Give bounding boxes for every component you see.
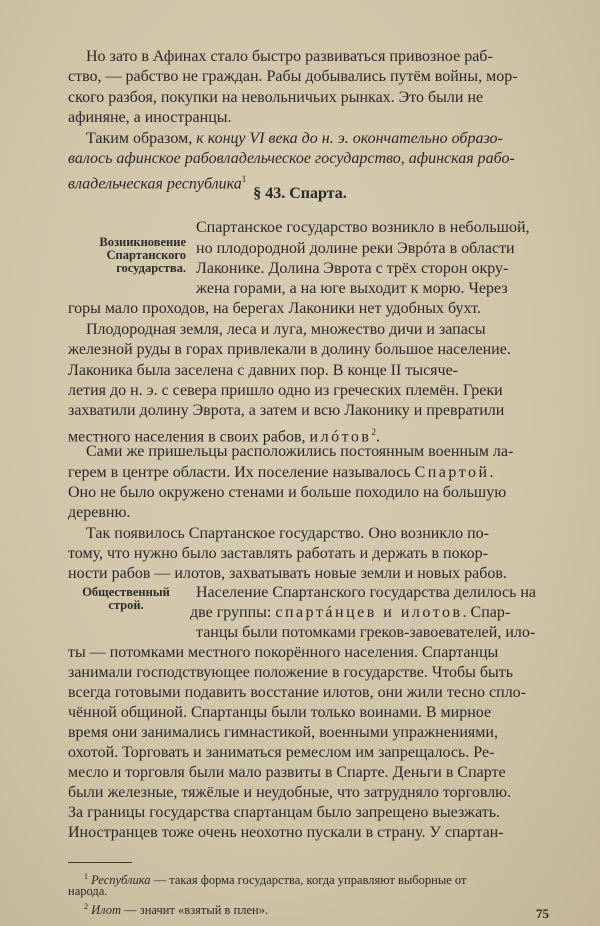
margin-note	[70, 236, 186, 275]
italic-run: к концу VI века до н. э. окончательно образо-	[196, 130, 503, 147]
text-line: ство, — рабство не граждан. Рабы добывались путём войны, мор-	[68, 68, 518, 85]
text-line: Сами же пришельцы расположились постоянным военным ла-	[86, 443, 514, 460]
text-line	[68, 464, 496, 482]
spaced-term: Спартой.	[414, 464, 497, 481]
text-line: Но зато в Афинах стало быстро развиваться привозное раб-	[86, 48, 493, 65]
text-run: герем в центре области. Их поселение называлось	[68, 464, 411, 481]
text-line: ты — потомками местного покорённого населения. Спартанцы	[68, 644, 499, 661]
margin-note-line: строй.	[108, 598, 144, 612]
text-run: Таким образом,	[86, 130, 197, 147]
footnote-number: 2	[84, 902, 88, 911]
margin-note-line: Спартанского	[106, 248, 186, 262]
text-line: но плодородной долине реки Эврóта в области	[196, 240, 515, 257]
footnote-term: Илот	[91, 903, 122, 918]
text-line: чённой общиной. Спартанцы были только воинами. В мирное	[68, 704, 492, 721]
text-line: Лаконика была заселена с давних пор. В конце II тысяче-	[68, 362, 458, 379]
text-line: Иностранцев тоже очень неохотно пускали в страну. У спартан-	[68, 824, 504, 841]
text-line: Лаконике. Долина Эврота с трёх сторон окру-	[196, 260, 509, 277]
text-line: захватили долину Эврота, а затем и всю Лаконику и превратили	[68, 402, 505, 419]
text-run: местного населения в своих рабов,	[68, 428, 310, 446]
text-line: танцы были потомками греков-завоевателей, ило-	[196, 624, 536, 641]
italic-run: владельческая республика	[68, 175, 242, 193]
text-line: всегда готовыми подавить восстание илотов, они жили тесно спло-	[68, 684, 526, 701]
text-line: Население Спартанского государства делилось на	[196, 584, 537, 601]
text-line: месло и торговля были мало развиты в Спарте. Деньги в Спарте	[68, 764, 506, 781]
footnote-1-cont: народа.	[68, 884, 108, 898]
footnote-term: Республика	[91, 873, 151, 888]
text-line: были железные, тяжёлые и неудобные, что затрудняло торговлю.	[68, 784, 512, 801]
text-line: занимали господствующее положение в государстве. Чтобы быть	[68, 664, 514, 681]
text-line: Спартанское государство возникло в небольшой,	[196, 219, 530, 236]
margin-note	[70, 586, 182, 612]
margin-note-line: государства.	[116, 261, 186, 275]
text-line: валось афинское рабовладельческое государство, афинская рабо-	[68, 150, 515, 167]
text-line: Так появилось Спартанское государство. Оно возникло по-	[86, 525, 489, 542]
text-line: летия до н. э. с севера пришло одно из греческих племён. Греки	[68, 382, 503, 399]
section-heading: § 43. Спарта.	[253, 185, 347, 202]
text-line: железной руды в горах привлекали в долину большое население.	[68, 341, 511, 358]
text-line	[190, 604, 510, 622]
text-line: охотой. Торговать и заниматься ремеслом им запрещалось. Ре-	[68, 744, 495, 761]
footnote-text: — значит «взятый в плен».	[121, 903, 269, 918]
text-line: время они занимались гимнастикой, военными упражнениями,	[68, 724, 498, 741]
footnote-text: — такая форма государства, когда управляют выборные от	[150, 873, 467, 888]
footnote-2	[84, 900, 268, 917]
margin-note-line: Возникновение	[99, 235, 186, 249]
text-run: . Спар-	[462, 604, 511, 621]
page-number: 75	[536, 906, 549, 921]
text-line: жена горами, а на юге выходит к морю. Через	[196, 280, 508, 297]
text-line: афиняне, а иностранцы.	[68, 109, 232, 126]
footnote-ref: 2	[371, 427, 376, 437]
text-line: Плодородная земля, леса и луга, множество дичи и запасы	[86, 321, 486, 338]
text-line: Оно не было окружено стенами и больше походило на большую	[68, 484, 507, 501]
footnote-1	[84, 870, 466, 887]
text-line	[86, 130, 503, 148]
text-run: .	[375, 428, 380, 446]
text-line: ского разбоя, покупки на невольничьих рынках. Это были не	[68, 89, 484, 106]
footnote-number: 1	[84, 872, 88, 881]
margin-note-line: Общественный	[82, 585, 170, 599]
footnote-divider	[68, 862, 132, 863]
text-line: ности рабов — илотов, захватывать новые земли и новых рабов.	[68, 565, 507, 582]
text-line: За границы государства спартанцам было запрещено выезжать.	[68, 804, 501, 821]
spaced-term: илóтов	[309, 428, 372, 446]
text-run: две группы:	[190, 604, 276, 621]
spaced-term: спартáнцев и илотов	[275, 604, 463, 621]
text-line: горы мало проходов, на берегах Лаконики нет удобных бухт.	[68, 300, 481, 317]
text-line: тому, что нужно было заставлять работать и держать в покор-	[68, 545, 488, 562]
footnote-ref: 1	[241, 174, 247, 184]
text-line: деревню.	[68, 504, 131, 521]
